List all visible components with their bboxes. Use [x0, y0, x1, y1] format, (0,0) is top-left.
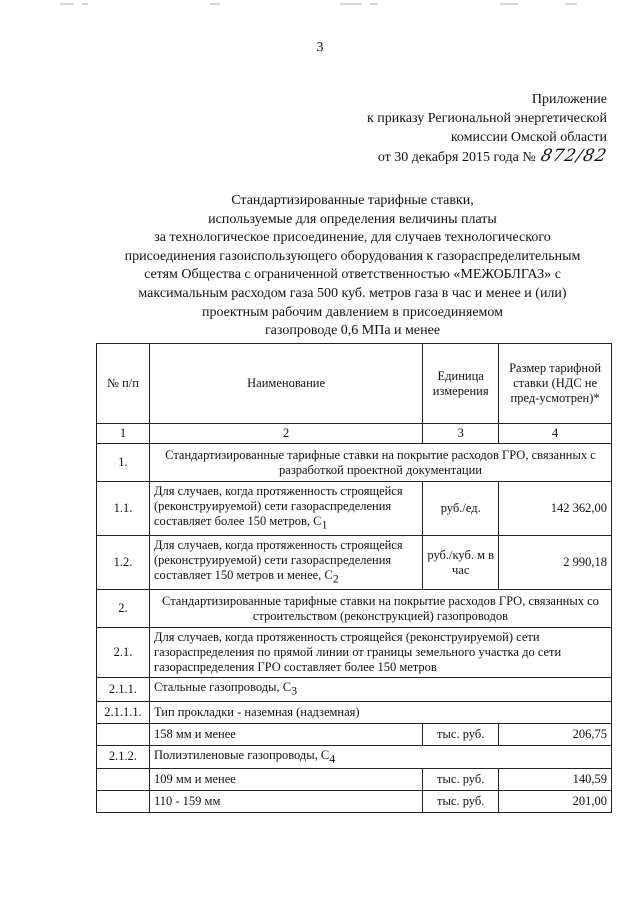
tariff-table-body [97, 344, 612, 813]
row-name-text: Стандартизированные тарифные ставки на покрытие расходов ГРО, связанных с разработкой проектной документации [165, 447, 596, 477]
row-name-text: Стальные газопроводы, С [153, 680, 292, 694]
table-row [97, 701, 612, 723]
row-number: 2. [97, 590, 150, 628]
table-row [97, 444, 612, 482]
row-name-subscript: 4 [329, 751, 336, 765]
table-row [97, 745, 612, 769]
row-name-subscript: 3 [291, 683, 298, 698]
row-value: 140,59 [499, 769, 612, 791]
appendix-line-3: комиссии Омской области [450, 130, 607, 145]
row-name [149, 723, 422, 745]
row-name-text: Для случаев, когда протяженность строящейся (реконструируемой) сети газораспределения по прямой линии от границы земельного участка до сети газораспределения ГРО составляет более 150 метров [153, 630, 562, 674]
row-number [97, 723, 150, 745]
row-name [149, 769, 422, 791]
appendix-line-4 [367, 146, 610, 167]
table-row [97, 791, 612, 813]
title-line: присоединения газоиспользующего оборудования к газораспределительным [124, 248, 581, 264]
row-name-subscript: 1 [321, 517, 328, 532]
column-number: 2 [149, 424, 422, 444]
row-name [149, 791, 422, 813]
row-number: 1. [97, 444, 150, 482]
column-number: 4 [499, 424, 612, 444]
page-number: 3 [316, 40, 324, 55]
header-name: Наименование [149, 344, 422, 424]
table-row [97, 482, 612, 536]
row-name [149, 701, 611, 723]
row-unit: тыс. руб. [423, 769, 499, 791]
header-number: № п/п [97, 344, 150, 424]
appendix-line-2: к приказу Региональной энергетической [366, 111, 607, 126]
row-value: 2 990,18 [499, 536, 612, 590]
row-name [149, 482, 422, 536]
order-number-handwritten: 872/82 [539, 146, 610, 166]
row-unit: тыс. руб. [423, 723, 499, 745]
row-unit: руб./куб. м в час [423, 536, 499, 590]
table-row [97, 590, 612, 628]
row-value: 142 362,00 [499, 482, 612, 536]
table-row [97, 678, 612, 702]
title-line: максимальным расходом газа 500 куб. метров газа в час и менее и (или) [138, 285, 567, 301]
row-number [97, 791, 150, 813]
row-name-subscript: 2 [332, 571, 339, 586]
column-number-row [97, 424, 612, 444]
table-row [97, 628, 612, 678]
table-row [97, 536, 612, 590]
row-number: 2.1.1.1. [97, 701, 150, 723]
row-name-text: 110 - 159 мм [153, 794, 221, 808]
row-name [149, 745, 611, 769]
row-name-text: 109 мм и менее [153, 772, 236, 786]
row-name [149, 444, 611, 482]
row-value: 201,00 [499, 791, 612, 813]
row-name [149, 536, 422, 590]
appendix-line-1: Приложение [531, 92, 607, 107]
row-number: 2.1. [97, 628, 150, 678]
title-line: газопроводе 0,6 МПа и менее [264, 323, 441, 339]
table-row [97, 723, 612, 745]
row-name [149, 678, 611, 702]
row-unit: руб./ед. [423, 482, 499, 536]
row-name-text: Тип прокладки - наземная (надземная) [153, 704, 360, 719]
row-number: 1.2. [97, 536, 150, 590]
row-unit: тыс. руб. [423, 791, 499, 813]
row-number [97, 769, 150, 791]
title-line: проектным рабочим давлением в присоединяемом [202, 304, 503, 320]
tariff-table [96, 343, 612, 813]
appendix-block [366, 90, 610, 167]
row-name-text: Для случаев, когда протяженность строящейся (реконструируемой) сети газораспределения составляет 150 метров и менее, С [153, 538, 403, 583]
row-name-text: 158 мм и менее [153, 726, 236, 741]
title-line: используемые для определения величины платы [208, 211, 497, 227]
row-number: 1.1. [97, 482, 150, 536]
row-value: 206,75 [499, 723, 612, 745]
row-name-text: Стандартизированные тарифные ставки на покрытие расходов ГРО, связанных со строительством (реконструкцией) газопроводов [162, 593, 599, 623]
row-name [149, 590, 611, 628]
title-line: за технологическое присоединение, для случаев технологического [154, 230, 551, 246]
row-number: 2.1.2. [97, 745, 150, 769]
column-number: 3 [423, 424, 499, 444]
row-number: 2.1.1. [97, 678, 150, 702]
header-unit: Единица измерения [423, 344, 499, 424]
order-date: от 30 декабря 2015 года № [377, 150, 536, 165]
row-name [149, 628, 611, 678]
document-title [80, 192, 625, 341]
title-line: Стандартизированные тарифные ставки, [231, 193, 474, 208]
header-rate: Размер тарифной ставки (НДС не пред-усмотрен)* [499, 344, 612, 424]
header-row [97, 344, 612, 424]
row-name-text: Для случаев, когда протяженность строящейся (реконструируемой) сети газораспределения составляет более 150 метров, С [153, 484, 403, 529]
scan-artifacts [60, 3, 580, 11]
title-line: сетям Общества с ограниченной ответственностью «МЕЖОБЛГАЗ» с [144, 267, 561, 283]
column-number: 1 [97, 424, 150, 444]
table-row [97, 769, 612, 791]
row-name-text: Полиэтиленовые газопроводы, С [153, 747, 330, 762]
